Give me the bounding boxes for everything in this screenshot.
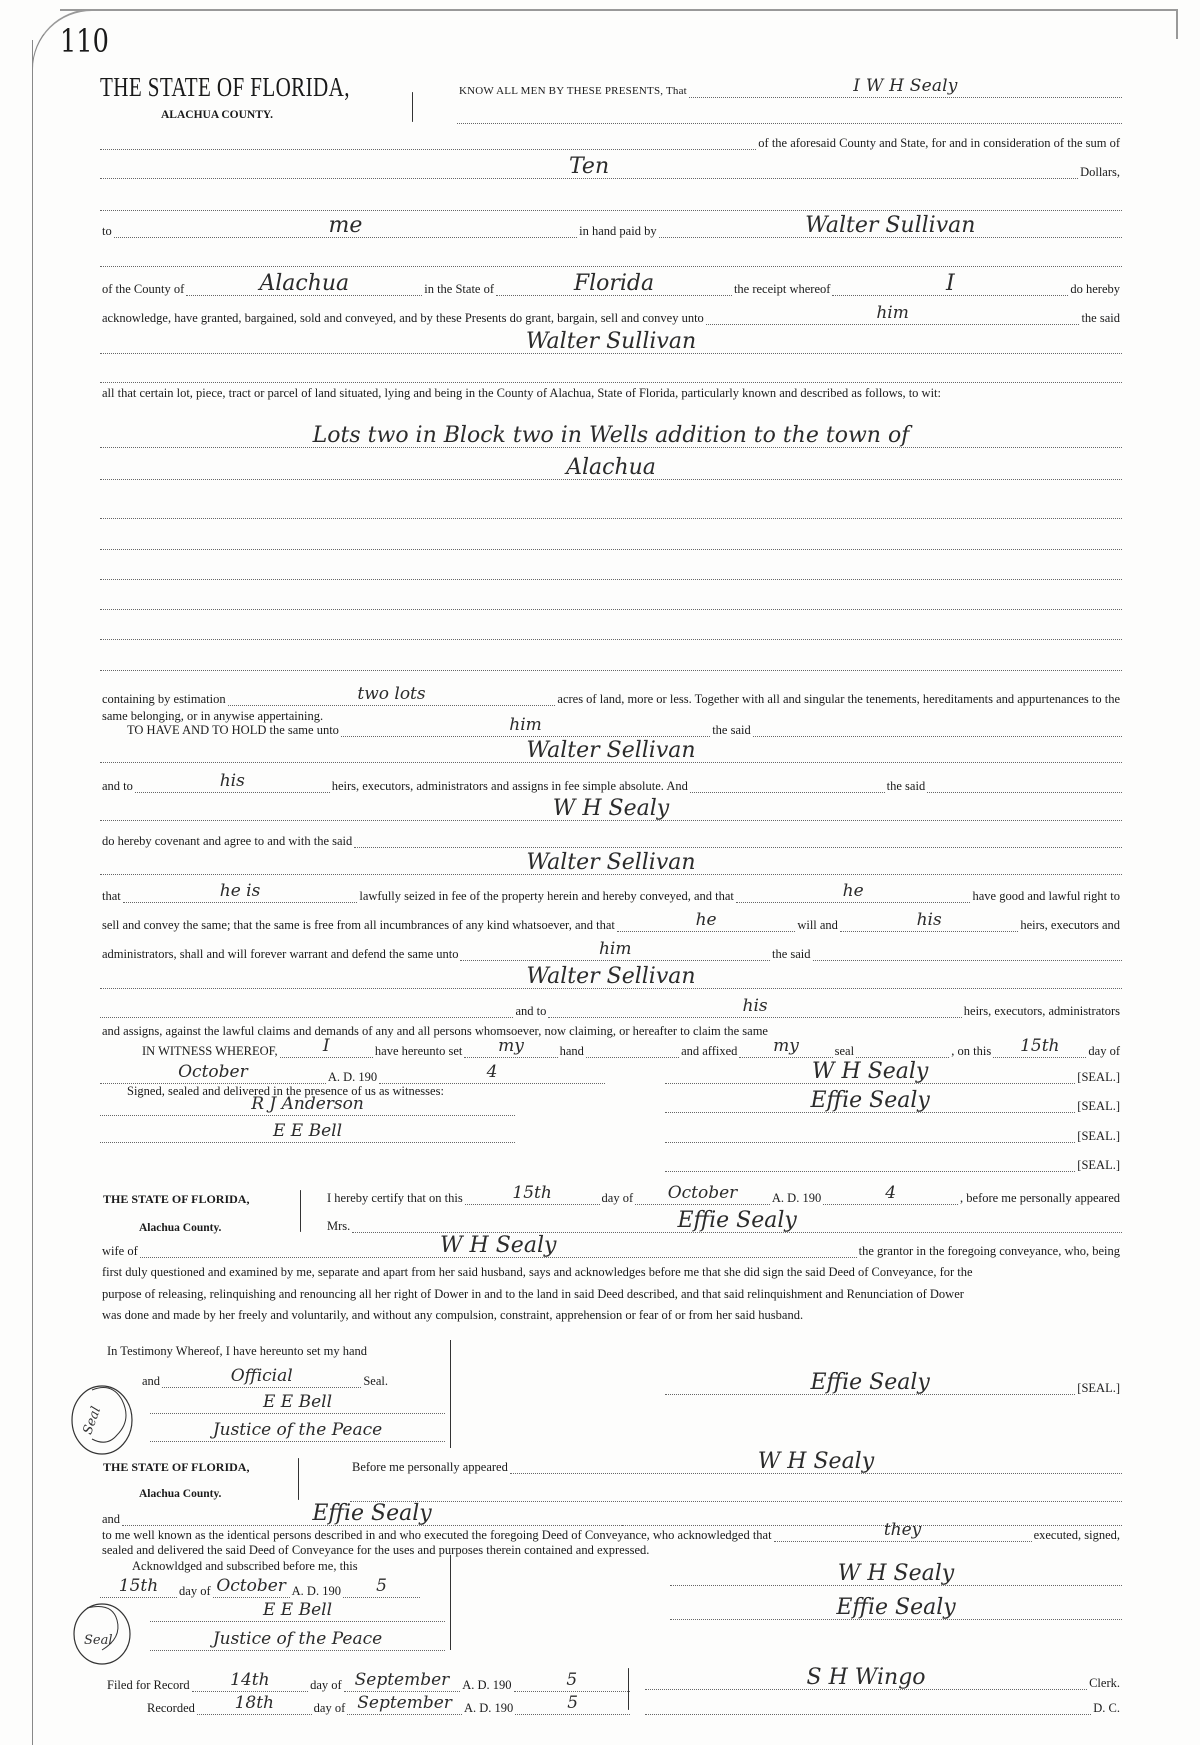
handwritten-entry — [665, 1120, 1075, 1143]
printed-text: in hand paid by — [579, 224, 657, 238]
handwritten-entry: 5 — [514, 1669, 630, 1692]
form-line-a6 — [130, 1547, 360, 1573]
printed-text: the said — [1081, 311, 1120, 325]
handwritten-entry: Walter Sullivan — [100, 331, 1122, 354]
printed-text: day of — [1088, 1044, 1120, 1058]
printed-text: in the State of — [424, 282, 495, 296]
printed-text: day of — [601, 1191, 634, 1205]
printed-text: KNOW ALL MEN BY THESE PRESENTS, That — [459, 85, 687, 97]
form-line-f3 — [645, 1664, 1122, 1690]
printed-text: In Testimony Whereof, I have hereunto set my hand — [107, 1344, 368, 1358]
printed-text: , on this — [951, 1044, 992, 1058]
handwritten-entry: two lots — [228, 683, 556, 706]
form-line-sig2 — [665, 1087, 1122, 1113]
form-line-l14 — [100, 454, 1122, 480]
handwritten-entry — [813, 938, 1122, 961]
bracket-line — [450, 1555, 451, 1650]
form-line-b5 — [100, 614, 1122, 640]
printed-text: sell and convey the same; that the same is free from all incumbrances of any kind whatsoever, and that — [102, 918, 615, 932]
handwritten-entry — [100, 244, 1122, 267]
printed-text: lawfully seized in fee of the property herein and hereby conveyed, and that — [359, 889, 734, 903]
notary-seal-stamp — [62, 1378, 157, 1458]
printed-text: the grantor in the foregoing conveyance, who, being — [858, 1244, 1120, 1258]
form-line-sig3 — [665, 1117, 1122, 1143]
handwritten-entry: R J Anderson — [100, 1093, 515, 1116]
handwritten-entry: him — [706, 302, 1080, 325]
form-line-l35 — [140, 1032, 1122, 1058]
form-line-t4 — [150, 1416, 445, 1442]
printed-text: Before me personally appeared — [352, 1460, 508, 1474]
printed-text: Recorded — [147, 1701, 195, 1715]
form-line-l25 — [100, 767, 1122, 793]
form-line-sig4 — [665, 1146, 1122, 1172]
form-line-c1 — [325, 1179, 1122, 1205]
handwritten-entry: his — [840, 909, 1018, 932]
printed-text: first duly questioned and examined by me, separate and apart from her said husband, says and acknowledges before me that she did sign the said Deed of Conveyance, for the — [102, 1265, 973, 1279]
brace — [300, 1190, 301, 1232]
form-line-c6 — [100, 1296, 805, 1322]
printed-text: have good and lawful right to — [972, 889, 1121, 903]
form-line-l12 — [100, 374, 1122, 400]
handwritten-entry: 15th — [993, 1035, 1086, 1058]
form-line-l5 — [100, 185, 1122, 211]
printed-text: executed, signed, — [1033, 1528, 1120, 1542]
page-edge — [60, 9, 1178, 11]
handwritten-entry: October — [100, 1061, 326, 1084]
printed-text: sealed and delivered the said Deed of Conveyance for the uses and purposes therein contained and expressed. — [102, 1543, 650, 1557]
printed-text: and to — [102, 779, 133, 793]
handwritten-entry: I W H Sealy — [689, 75, 1122, 98]
handwritten-entry — [100, 188, 1122, 211]
printed-text: the said — [886, 779, 926, 793]
printed-text: the said — [771, 947, 811, 961]
state-heading: THE STATE OF FLORIDA, — [100, 72, 350, 102]
handwritten-entry: W H Sealy — [670, 1563, 1122, 1586]
printed-text: seal — [834, 1044, 855, 1058]
svg-text:Seal: Seal — [84, 1633, 113, 1648]
svg-text:Seal: Seal — [80, 1404, 105, 1437]
printed-text: all that certain lot, piece, tract or parcel of land situated, lying and being in the County of Alachua, State of Florida, particularly known and described as follows, to wit: — [102, 386, 942, 400]
printed-text: and assigns, against the lawful claims and demands of any and all persons whomsoever, now claiming, or hereafter to claim the same — [102, 1024, 768, 1038]
printed-text: to — [102, 224, 112, 238]
handwritten-entry — [100, 587, 1122, 610]
form-line-f2 — [145, 1689, 630, 1715]
printed-text: TO HAVE AND TO HOLD the same unto — [127, 723, 339, 737]
printed-text: A. D. 190 — [327, 1070, 378, 1084]
printed-text: the said — [712, 723, 751, 737]
handwritten-entry: W H Sealy — [140, 1235, 857, 1258]
form-line-l26 — [100, 795, 1122, 821]
printed-text: will and — [797, 918, 838, 932]
form-line-intro2 — [457, 98, 1122, 124]
printed-text: [SEAL.] — [1077, 1381, 1120, 1395]
handwritten-entry — [100, 496, 1122, 519]
printed-text: and — [102, 1512, 121, 1526]
handwritten-entry: 15th — [100, 1575, 177, 1598]
form-line-l3 — [100, 124, 1122, 150]
handwritten-entry: his — [548, 995, 961, 1018]
form-line-l24 — [100, 737, 1122, 763]
printed-text: do hereby covenant and agree to and with the said — [102, 834, 353, 848]
page-edge — [1176, 9, 1178, 39]
printed-text: heirs, executors and — [1020, 918, 1120, 932]
form-line-c2 — [325, 1207, 1122, 1233]
handwritten-entry: Walter Sellivan — [100, 852, 1122, 875]
handwritten-entry — [586, 1035, 679, 1058]
form-line-l29 — [100, 877, 1122, 903]
form-line-wit1 — [100, 1090, 515, 1116]
handwritten-entry — [100, 127, 756, 150]
handwritten-entry: him — [460, 938, 769, 961]
handwritten-entry — [354, 825, 1122, 848]
printed-text: acres of land, more or less. Together with all and singular the tenements, hereditaments and appurtenances to the — [557, 692, 1120, 706]
printed-text: [SEAL.] — [1077, 1099, 1120, 1113]
form-line-a9 — [150, 1625, 445, 1651]
handwritten-entry: Alachua — [186, 273, 422, 296]
handwritten-entry: Effie Sealy — [122, 1503, 622, 1526]
form-line-l13 — [100, 422, 1122, 448]
printed-text: IN WITNESS WHEREOF, — [142, 1044, 278, 1058]
handwritten-entry: Effie Sealy — [665, 1090, 1075, 1113]
printed-text: Signed, sealed and delivered in the presence of us as witnesses: — [127, 1084, 444, 1098]
brace — [298, 1458, 299, 1500]
printed-text: acknowledge, have granted, bargained, sold and conveyed, and by these Presents do grant, bargain, sell and convey unto — [102, 311, 704, 325]
handwritten-entry: Effie Sealy — [670, 1597, 1122, 1620]
printed-text: of the aforesaid County and State, for and in consideration of the sum of — [758, 136, 1120, 150]
handwritten-entry: Walter Sellivan — [100, 966, 1122, 989]
handwritten-entry — [753, 714, 1122, 737]
form-line-b3 — [100, 554, 1122, 580]
printed-text: A. D. 190 — [291, 1584, 341, 1598]
brace — [412, 92, 413, 122]
printed-text: I hereby certify that on this — [327, 1191, 463, 1205]
handwritten-entry: E E Bell — [100, 1120, 515, 1143]
page-edge — [32, 40, 33, 1745]
handwritten-entry — [350, 1479, 1122, 1502]
form-line-b2 — [100, 524, 1122, 550]
printed-text: that — [102, 889, 121, 903]
handwritten-entry — [645, 1692, 1091, 1715]
form-line-f4 — [645, 1689, 1122, 1715]
handwritten-entry: Lots two in Block two in Wells addition to the town of — [100, 425, 1122, 448]
printed-text: have hereunto set — [374, 1044, 463, 1058]
handwritten-entry: 5 — [343, 1575, 420, 1598]
form-line-t1 — [105, 1332, 369, 1358]
handwritten-entry: September — [347, 1692, 462, 1715]
printed-text: and — [142, 1374, 161, 1388]
form-line-l8 — [100, 270, 1122, 296]
handwritten-entry: W H Sealy — [100, 798, 1122, 821]
form-line-l9 — [100, 299, 1122, 325]
printed-text: A. D. 190 — [771, 1191, 822, 1205]
printed-text: Seal. — [363, 1374, 388, 1388]
handwritten-entry: S H Wingo — [645, 1667, 1087, 1690]
form-line-l7 — [100, 241, 1122, 267]
handwritten-entry — [927, 770, 1122, 793]
form-line-a2 — [350, 1476, 1122, 1502]
printed-text: A. D. 190 — [462, 1678, 512, 1692]
printed-text: purpose of releasing, relinquishing and renouncing all her right of Dower in and to the land in said Deed described, and that said relinquishment and Renunciation of Dower — [102, 1287, 964, 1301]
printed-text: was done and made by her freely and voluntarily, and without any compulsion, constraint, apprehension or fear of or from her said husband. — [102, 1308, 804, 1322]
certificate-county-heading: Alachua County. — [139, 1222, 222, 1234]
printed-text: containing by estimation — [102, 692, 226, 706]
handwritten-entry — [457, 101, 1122, 124]
handwritten-entry: I — [280, 1035, 373, 1058]
handwritten-entry: W H Sealy — [665, 1061, 1075, 1084]
handwritten-entry: my — [464, 1035, 557, 1058]
handwritten-entry: E E Bell — [150, 1599, 445, 1622]
handwritten-entry: 18th — [197, 1692, 312, 1715]
handwritten-entry: 14th — [192, 1669, 308, 1692]
printed-text: wife of — [102, 1244, 138, 1258]
handwritten-entry — [665, 1149, 1075, 1172]
form-line-l31 — [100, 935, 1122, 961]
printed-text: hand — [559, 1044, 584, 1058]
handwritten-entry: he — [736, 880, 971, 903]
certificate-state-heading: THE STATE OF FLORIDA, — [103, 1192, 250, 1206]
printed-text: [SEAL.] — [1077, 1129, 1120, 1143]
printed-text: Filed for Record — [107, 1678, 190, 1692]
form-line-a8 — [150, 1596, 445, 1622]
printed-text: day of — [313, 1701, 346, 1715]
handwritten-entry: Official — [162, 1365, 361, 1388]
form-line-t5 — [665, 1369, 1122, 1395]
handwritten-entry: October — [213, 1575, 290, 1598]
handwritten-entry: they — [774, 1519, 1032, 1542]
form-line-t3 — [150, 1388, 445, 1414]
handwritten-entry: Justice of the Peace — [150, 1628, 445, 1651]
handwritten-entry: he — [617, 909, 795, 932]
form-line-a7 — [100, 1572, 420, 1598]
handwritten-entry: Justice of the Peace — [150, 1419, 445, 1442]
handwritten-entry: Ten — [100, 156, 1078, 179]
printed-text: A. D. 190 — [463, 1701, 514, 1715]
form-line-l23 — [125, 711, 1122, 737]
handwritten-entry: September — [344, 1669, 460, 1692]
handwritten-entry — [100, 527, 1122, 550]
form-line-t2 — [140, 1362, 390, 1388]
printed-text: Dollars, — [1080, 165, 1120, 179]
printed-text: and affixed — [681, 1044, 738, 1058]
handwritten-entry — [690, 770, 885, 793]
printed-text: the receipt whereof — [733, 282, 831, 296]
county-heading: ALACHUA COUNTY. — [161, 109, 274, 121]
form-line-l27 — [100, 822, 1122, 848]
form-line-l10 — [100, 328, 1122, 354]
handwritten-entry: E E Bell — [150, 1391, 445, 1414]
handwritten-entry: he is — [123, 880, 358, 903]
form-line-a10 — [670, 1560, 1122, 1586]
printed-text: and to — [515, 1004, 547, 1018]
bracket-line — [450, 1340, 451, 1448]
form-line-l32 — [100, 963, 1122, 989]
handwritten-entry: 15th — [465, 1182, 600, 1205]
printed-text: [SEAL.] — [1077, 1070, 1120, 1084]
handwritten-entry: Florida — [496, 273, 732, 296]
handwritten-entry: October — [635, 1182, 770, 1205]
acknowledgment-state-heading: THE STATE OF FLORIDA, — [103, 1460, 250, 1474]
printed-text: day of — [310, 1678, 342, 1692]
form-line-wit2 — [100, 1117, 515, 1143]
form-line-sig1 — [665, 1058, 1122, 1084]
handwritten-entry: Effie Sealy — [665, 1372, 1075, 1395]
handwritten-entry: I — [832, 273, 1068, 296]
form-line-l6 — [100, 212, 1122, 238]
printed-text: D. C. — [1093, 1701, 1120, 1715]
handwritten-entry — [100, 648, 1122, 671]
printed-text: day of — [179, 1584, 211, 1598]
printed-text: Acknowldged and subscribed before me, this — [132, 1559, 358, 1573]
handwritten-entry: Walter Sellivan — [100, 740, 1122, 763]
handwritten-entry: him — [341, 714, 710, 737]
form-line-intro — [457, 72, 1122, 98]
printed-text: Mrs. — [327, 1219, 351, 1233]
handwritten-entry: Alachua — [100, 457, 1122, 480]
handwritten-entry: W H Sealy — [510, 1451, 1122, 1474]
page-number: 110 — [60, 22, 109, 60]
handwritten-entry — [856, 1035, 949, 1058]
form-line-a11 — [670, 1594, 1122, 1620]
form-line-b1 — [100, 493, 1122, 519]
printed-text: [SEAL.] — [1077, 1158, 1120, 1172]
handwritten-entry — [100, 557, 1122, 580]
acknowledgment-county-heading: Alachua County. — [139, 1488, 222, 1500]
handwritten-entry: Effie Sealy — [352, 1210, 1122, 1233]
printed-text: to me well known as the identical persons described in and who executed the foregoing Deed of Conveyance, who acknowledged that — [102, 1528, 772, 1542]
printed-text: , before me personally appeared — [960, 1191, 1121, 1205]
handwritten-entry: Walter Sullivan — [659, 215, 1122, 238]
printed-text: do hereby — [1070, 282, 1121, 296]
handwritten-entry: 4 — [379, 1061, 605, 1084]
form-line-l4 — [100, 153, 1122, 179]
printed-text: Clerk. — [1089, 1676, 1120, 1690]
printed-text: heirs, executors, administrators — [963, 1004, 1120, 1018]
printed-text: heirs, executors, administrators and assigns in fee simple absolute. And — [331, 779, 688, 793]
handwritten-entry: 4 — [823, 1182, 958, 1205]
form-line-l28 — [100, 849, 1122, 875]
handwritten-entry: my — [739, 1035, 832, 1058]
handwritten-entry — [100, 617, 1122, 640]
form-line-b4 — [100, 584, 1122, 610]
handwritten-entry: his — [135, 770, 330, 793]
printed-text: administrators, shall and will forever warrant and defend the same unto — [102, 947, 459, 961]
handwritten-entry: 5 — [515, 1692, 630, 1715]
form-line-l30 — [100, 906, 1122, 932]
notary-seal-stamp — [62, 1598, 152, 1670]
form-line-a1 — [350, 1448, 1122, 1474]
form-line-b6 — [100, 645, 1122, 671]
printed-text: same belonging, or in anywise appertaining. — [102, 709, 324, 723]
printed-text: of the County of — [102, 282, 185, 296]
handwritten-entry: me — [114, 215, 577, 238]
